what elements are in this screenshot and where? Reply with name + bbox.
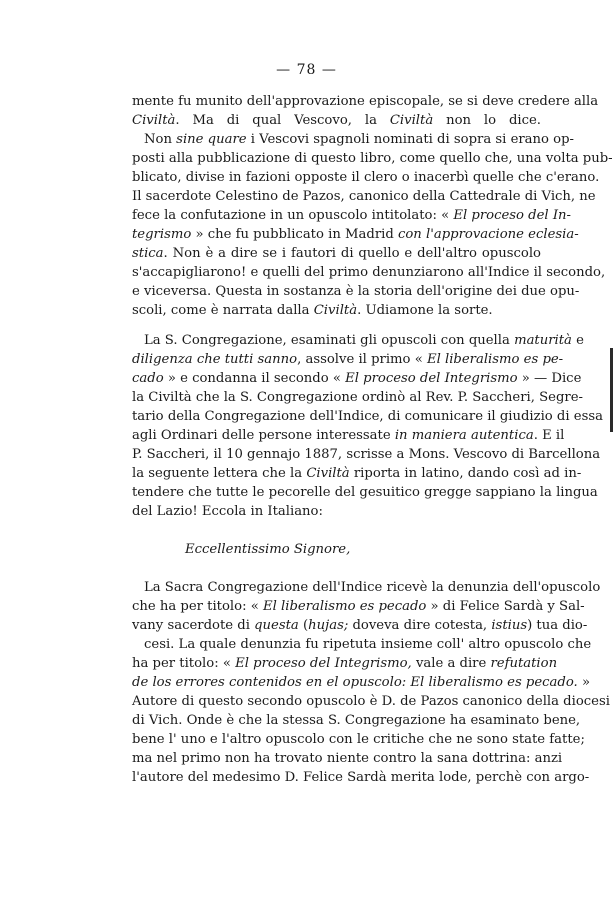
text-line: vany sacerdote di questa (hujas; doveva dire cotesta, istius) tua dio-	[132, 618, 588, 633]
letter-body	[132, 578, 610, 787]
text-line: tendere che tutte le pecorelle del gesuitico gregge sappiano la lingua	[132, 485, 598, 500]
text-line: blicato, divise in fazioni opposte il clero o inacerbì quelle che c'erano.	[132, 170, 600, 185]
text-line: ha per titolo: « El proceso del Integrismo, vale a dire refutation	[132, 656, 558, 671]
text-line: fece la confutazione in un opuscolo intitolato: « El proceso del In-	[132, 208, 572, 223]
text-line: ma nel primo non ha trovato niente contro la sana dottrina: anzi	[132, 751, 563, 766]
text-line: del Lazio! Eccola in Italiano:	[132, 504, 323, 519]
text-line: tegrismo » che fu pubblicato in Madrid con l'approvacione eclesia-	[132, 227, 579, 242]
text-line: Non sine quare i Vescovi spagnoli nominati di sopra si erano op-	[144, 132, 574, 147]
text-line: tario della Congregazione dell'Indice, di comunicare il giudizio di essa	[132, 409, 603, 424]
text-line: La Sacra Congregazione dell'Indice ricevè la denunzia dell'opuscolo	[144, 580, 601, 595]
text-line: e viceversa. Questa in sostanza è la storia dell'origine dei due opu-	[132, 284, 580, 299]
paragraph-2	[132, 331, 603, 521]
text-line: s'accapigliarono! e quelli del primo denunziarono all'Indice il secondo,	[132, 265, 606, 280]
text-line: che ha per titolo: « El liberalismo es pecado » di Felice Sardà y Sal-	[132, 599, 585, 614]
text-line: de los errores contenidos en el opuscolo: El liberalismo es pecado. »	[132, 675, 591, 690]
text-line: la Civiltà che la S. Congregazione ordinò al Rev. P. Saccheri, Segre-	[132, 390, 583, 405]
text-line: posti alla pubblicazione di questo libro, come quello che, una volta pub-	[132, 151, 613, 166]
text-line: stica. Non è a dire se i fautori di quello e dell'altro opuscolo	[132, 246, 541, 261]
text-line: Civiltà. Ma di qual Vescovo, la Civiltà non lo dice.	[132, 113, 541, 128]
text-line: mente fu munito dell'approvazione episcopale, se si deve credere alla	[132, 94, 599, 109]
text-line: bene l' uno e l'altro opuscolo con le critiche che ne sono state fatte;	[132, 732, 585, 747]
text-line: Il sacerdote Celestino de Pazos, canonico della Cattedrale di Vich, ne	[132, 189, 596, 204]
page-number: — 78 —	[276, 62, 337, 78]
text-line: diligenza che tutti sanno, assolve il primo « El liberalismo es pe-	[132, 352, 564, 367]
text-line: P. Saccheri, il 10 gennajo 1887, scrisse a Mons. Vescovo di Barcellona	[132, 447, 601, 462]
text-line: l'autore del medesimo D. Felice Sardà merita lode, perchè con argo-	[132, 770, 590, 785]
text-line: agli Ordinari delle persone interessate in maniera autentica. E il	[132, 428, 565, 443]
text-line: cado » e condanna il secondo « El proceso del Integrismo » — Dice	[132, 371, 582, 386]
text-line: la seguente lettera che la Civiltà riporta in latino, dando così ad in-	[132, 466, 582, 481]
letter-salutation: Eccellentissimo Signore,	[185, 542, 351, 557]
text-line: cesi. La quale denunzia fu ripetuta insieme coll' altro opuscolo che	[144, 637, 592, 652]
text-line: di Vich. Onde è che la stessa S. Congregazione ha esaminato bene,	[132, 713, 581, 728]
text-line: scoli, come è narrata dalla Civiltà. Udiamone la sorte.	[132, 303, 493, 318]
text-line: La S. Congregazione, esaminati gli opuscoli con quella maturità e	[144, 333, 584, 348]
paragraph-1	[132, 92, 613, 320]
text-line: Autore di questo secondo opuscolo è D. de Pazos canonico della diocesi	[132, 694, 610, 709]
